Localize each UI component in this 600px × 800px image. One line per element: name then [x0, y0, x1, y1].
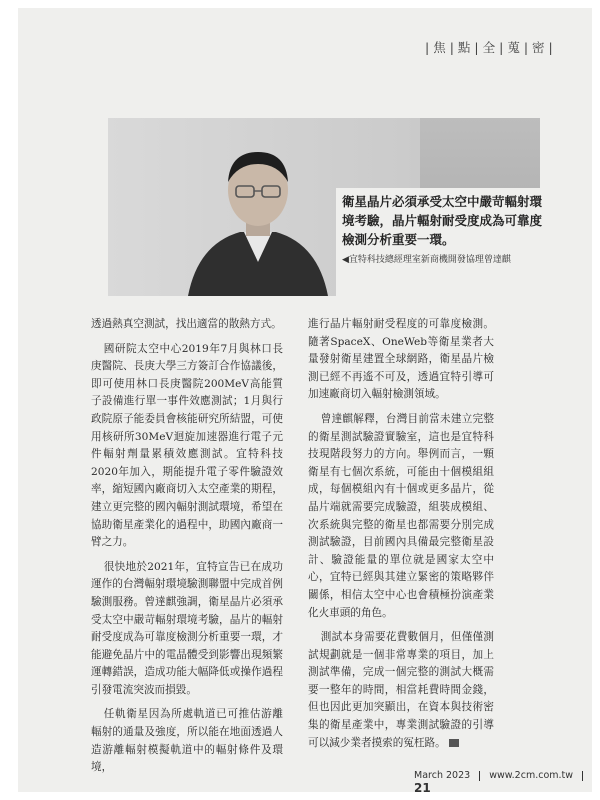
paragraph: 很快地於2021年，宜特宣告已在成功運作的台灣輻射環境驗測聯盟中完成首例驗測服務。曾達麒強調，衛星晶片必須承受太空中嚴苛輻射環境考驗，晶片的輻射耐受度成為可靠度檢測分析重要一環，才能避免晶片中的電晶體受到影響出現頻繁運轉錯誤，造成功能大幅降低或操作過程引發電流突波而損毀。 [91, 560, 283, 696]
paragraph-text: 測試本身需要花費數個月，但僅僅測試規劃就是一個非常專業的項目，加上測試準備，完成一個完整的測試大概需要一整年的時間，相當耗費時間金錢，但也因此更加突顯出，在資本與技術密集的衛星產業中，專業測試驗證的引導可以減少業者摸索的冤枉路。 [308, 631, 494, 749]
paragraph: 曾達麒解釋，台灣目前當未建立完整的衛星測試驗證實驗室，這也是宜特科技現階段努力的方向。舉例而言，一顆衛星有七個次系統，可能由十個模組組成，每個模組內有十個或更多晶片，從晶片端就需要完成驗證，組裝成模組、次系統與完整的衛星也都需要分別完成測試驗證，目前國內具備最完整衛星設計、驗證能量的單位就是國家太空中心，宜特已經與其建立緊密的策略夥伴關係，相信太空中心也會積極扮演產業化火車頭的角色。 [308, 412, 494, 619]
photo-caption: ◀宜特科技總經理室新商機開發協理曾達麒 [342, 255, 511, 265]
pull-quote: 衛星晶片必須承受太空中嚴苛輻射環境考驗，晶片輻射耐受度成為可靠度檢測分析重要一環。 [342, 194, 543, 247]
website-url: www.2cm.com.tw [489, 770, 574, 781]
paragraph: 進行晶片輻射耐受程度的可靠度檢測。隨著SpaceX、OneWeb等衛星業者大量發射衛星建置全球網路，衛星晶片檢測已經不再遙不可及，透過宜特引導可加速廠商切入輻射檢測領域。 [308, 318, 494, 401]
end-of-article-icon [449, 739, 459, 747]
footer-divider [582, 771, 583, 781]
issue-date: March 2023 [414, 770, 471, 781]
paragraph [308, 629, 494, 752]
page-footer [414, 770, 600, 795]
footer-divider [479, 771, 480, 781]
left-column [91, 316, 283, 784]
page-number: 21 [414, 781, 431, 795]
person-silhouette-icon [178, 136, 338, 296]
paragraph: 國研院太空中心2019年7月與林口長庚醫院、長庚大學三方簽訂合作協議後，即可使用林口長庚醫院200MeV高能質子設備進行單一事件效應測試；1月與行政院原子能委員會核能研究所結盟，可使用核研所30MeV迴旋加速器進行電子元件輻射劑量累積效應測試。宜特科技2020年加入，期能提升電子零件驗證效率，縮短國內廠商切入太空產業的期程，建立更完整的國內輻射測試環境，希望在協助衛星產業化的過程中，助國內廠商一臂之力。 [91, 342, 283, 549]
section-tag: |焦|點|全|蒐|密| [425, 40, 557, 55]
paragraph: 透過熱真空測試，找出適當的散熱方式。 [91, 318, 282, 330]
paragraph: 任軌衛星因為所處軌道已可推估游離輻射的通量及強度，所以能在地面透過人造游離輻射模擬軌道中的輻射條件及環境， [91, 708, 283, 774]
right-column [308, 316, 494, 759]
